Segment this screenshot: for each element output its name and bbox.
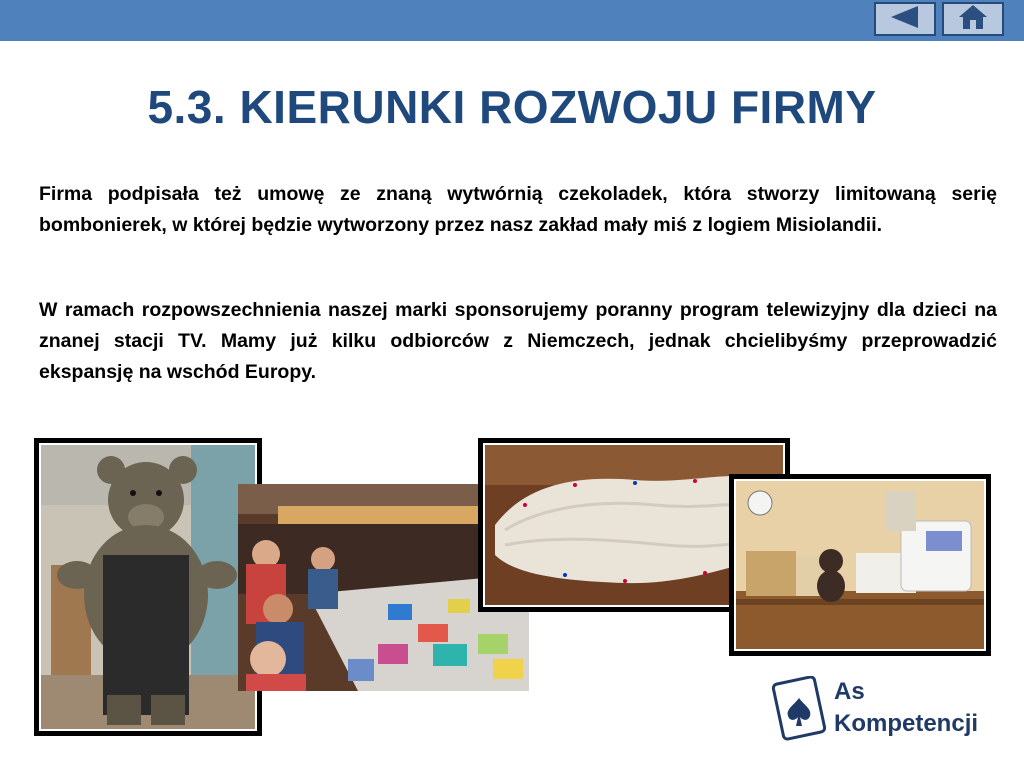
- top-bar: [0, 0, 1024, 41]
- home-icon: [956, 3, 990, 36]
- logo-line-1: As: [834, 678, 865, 705]
- page-title: 5.3. KIERUNKI ROZWOJU FIRMY: [147, 81, 877, 133]
- back-button[interactable]: [874, 2, 936, 36]
- teddy-bear-photo: [34, 438, 262, 736]
- as-kompetencji-logo: [770, 672, 1000, 748]
- spade-card-icon: [770, 676, 828, 742]
- paragraph-2: W ramach rozpowszechnienia naszej marki sponsorujemy poranny program telewizyjny dla dzieci na znanej stacji TV. Mamy już kilku odbiorców z Niemczech, jednak chcielibyśmy przeprowadzić ekspansję na wschód Europy.: [39, 299, 997, 383]
- home-button[interactable]: [942, 2, 1004, 36]
- sewing-machine-photo: [729, 474, 991, 656]
- paragraph-1: Firma podpisała też umowę ze znaną wytwórnią czekoladek, która stworzy limitowaną serię bombonierek, w której będzie wytworzony przez nasz zakład mały miś z logiem Misiolandii.: [39, 183, 997, 236]
- triangle-left-icon: [888, 5, 922, 34]
- logo-line-2: Kompetencji: [834, 710, 979, 737]
